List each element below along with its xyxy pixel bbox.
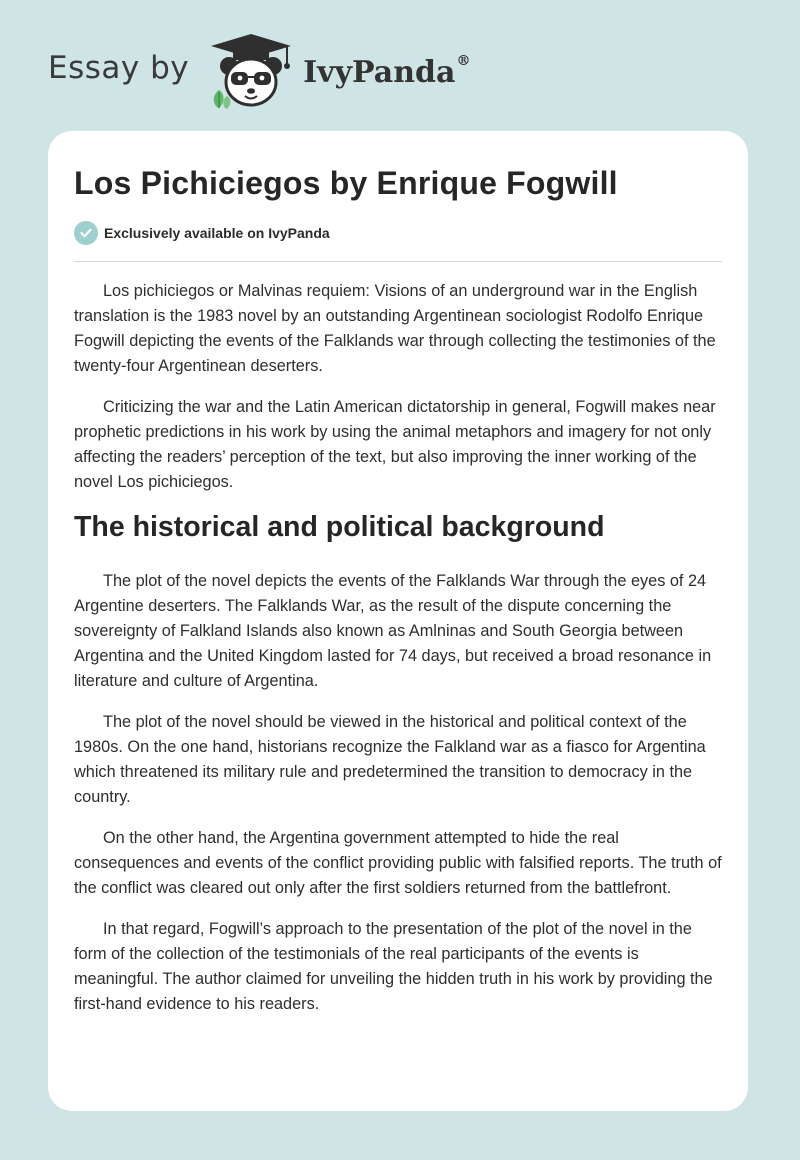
paragraph: In that regard, Fogwill’s approach to the presentation of the plot of the novel in the form of the collection of the testimonials of the real participants of the events is meaningful. The author claimed for unveiling the hidden truth in his work by providing the first-hand evidence to his readers. [74,920,713,1013]
paragraph: On the other hand, the Argentina government attempted to hide the real consequences and events of the conflict providing public with falsified reports. The truth of the conflict was cleared out only after the first soldiers returned from the battlefront. [74,829,722,897]
brand-name[interactable]: IvyPanda® [303,52,471,90]
paragraph: The plot of the novel should be viewed in the historical and political context of the 1980s. On the one hand, historians recognize the Falkland war as a fiasco for Argentina which threatened its military rule and predetermined the transition to democracy in the country. [74,713,706,806]
page-title: Los Pichiciegos by Enrique Fogwill [74,165,618,201]
check-circle-icon [74,221,98,245]
paragraph: Los pichiciegos or Malvinas requiem: Visions of an underground war in the English translation is the 1983 novel by an outstanding Argentinean sociologist Rodolfo Enrique Fogwill depicting the events of the Falklands war through collecting the testimonies of the twenty-four Argentinean deserters. [74,282,716,375]
brand-prefix: Essay by [48,50,190,86]
article-body [74,279,724,1033]
title-divider [74,261,722,262]
badge-label: Exclusively available on IvyPanda [104,225,330,241]
exclusive-badge [74,221,330,245]
brand-header [48,30,470,110]
article-card [48,131,748,1111]
section-heading: The historical and political background [74,511,605,543]
paragraph: The plot of the novel depicts the events of the Falklands War through the eyes of 24 Argentine deserters. The Falklands War, as the result of the dispute concerning the sovereignty of Falkland Islands also known as Amlninas and South Georgia between Argentina and the United Kingdom lasted for 74 days, but received a broad resonance in literature and culture of Argentina. [74,572,712,690]
registered-mark: ® [456,52,471,69]
paragraph: Criticizing the war and the Latin American dictatorship in general, Fogwill makes near prophetic predictions in his work by using the animal metaphors and imagery for not only affecting the readers’ perception of the text, but also improving the inner working of the novel Los pichiciegos. [74,398,716,491]
panda-logo-icon[interactable] [205,30,297,110]
